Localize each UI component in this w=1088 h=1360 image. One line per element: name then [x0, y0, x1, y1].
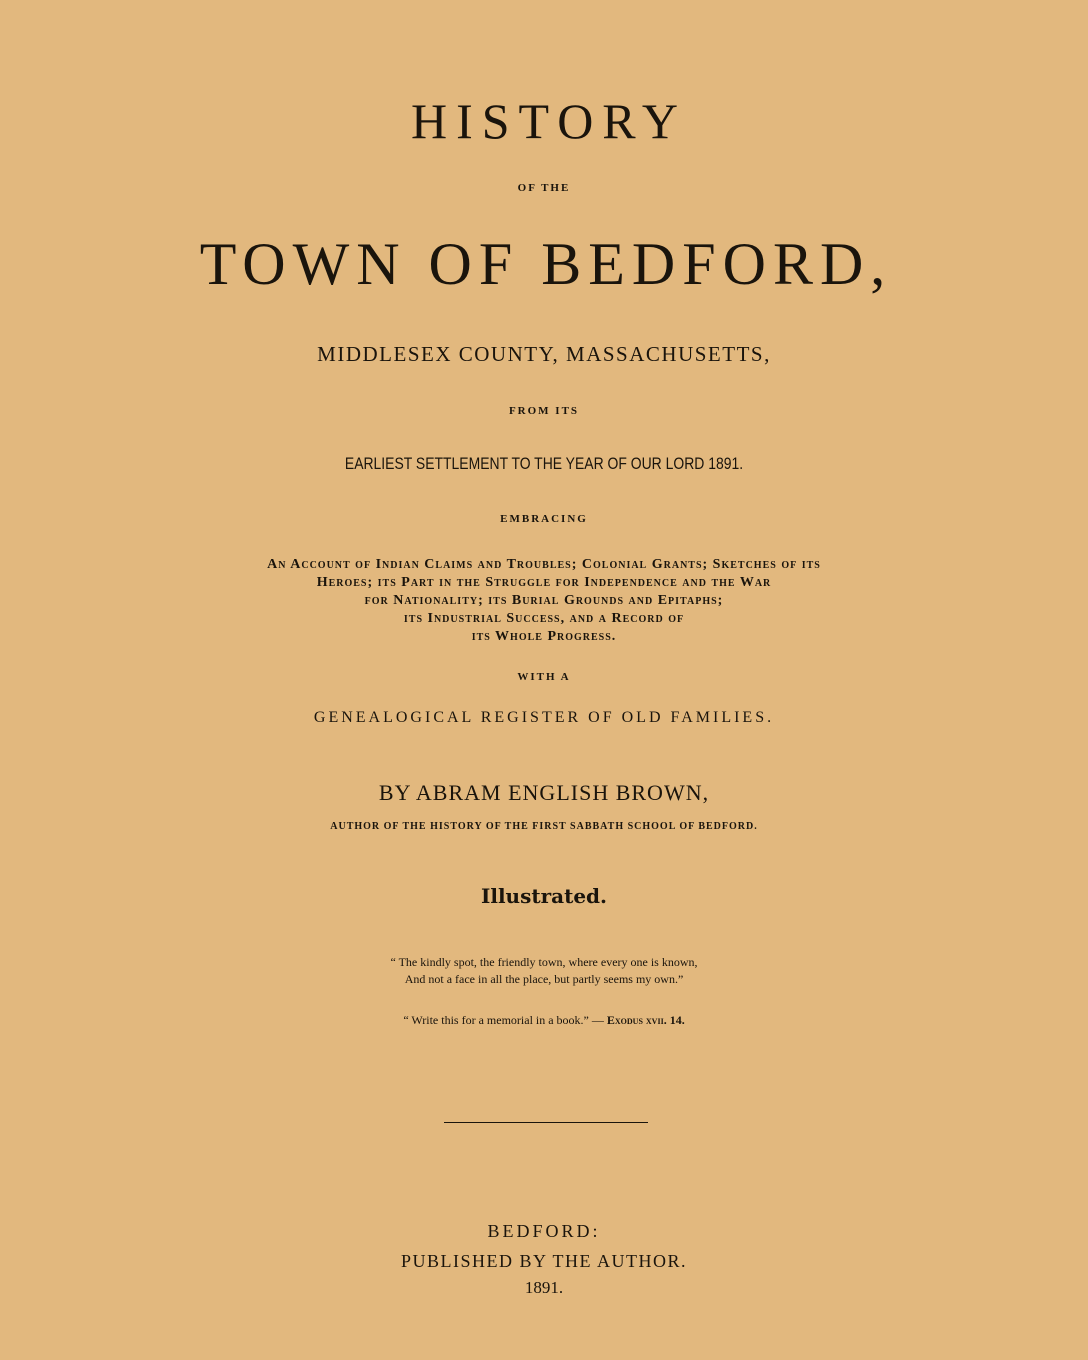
exodus-reference: Exodus — [606, 1013, 643, 1027]
imprint-year: 1891. — [524, 1278, 564, 1297]
town-title: TOWN OF BEDFORD, — [199, 231, 893, 297]
author-credentials: AUTHOR OF THE HISTORY OF THE FIRST SABBATH SCHOOL OF BEDFORD. — [330, 821, 758, 832]
epigraph-line: “ The kindly spot, the friendly town, where every one is known, — [390, 955, 698, 969]
exodus-quote-text: “ Write this for a memorial in a book.” — — [403, 1013, 604, 1027]
account-line: its Industrial Success, and a Record of — [403, 611, 685, 626]
imprint-place: BEDFORD: — [487, 1221, 601, 1241]
account-line: for Nationality; its Burial Grounds and Epitaphs; — [364, 593, 724, 608]
with-a-text: WITH A — [517, 671, 571, 683]
of-the-text: OF THE — [517, 182, 571, 194]
main-title: HISTORY — [410, 93, 687, 149]
imprint-publisher: PUBLISHED BY THE AUTHOR. — [400, 1251, 687, 1271]
exodus-verse: xvii. 14. — [645, 1013, 685, 1027]
account-line: An Account of Indian Claims and Troubles; Colonial Grants; Sketches of its — [267, 557, 821, 572]
from-its-text: FROM ITS — [508, 405, 580, 417]
divider-rule — [444, 1122, 648, 1123]
embracing-text: EMBRACING — [500, 513, 588, 525]
county-line: MIDDLESEX COUNTY, MASSACHUSETTS, — [317, 342, 771, 366]
account-paragraph — [0, 556, 1088, 646]
account-line: its Whole Progress. — [471, 629, 617, 644]
epigraph-quote — [0, 954, 1088, 988]
author-line: BY ABRAM ENGLISH BROWN, — [378, 780, 710, 805]
genealogical-register-line: GENEALOGICAL REGISTER OF OLD FAMILIES. — [313, 709, 775, 726]
earliest-settlement-line: EARLIEST SETTLEMENT TO THE YEAR OF OUR LORD 1891. — [344, 454, 744, 473]
epigraph-line: And not a face in all the place, but partly seems my own.” — [404, 972, 684, 986]
exodus-quote — [0, 1012, 1088, 1029]
illustrated-label: Illustrated. — [481, 884, 607, 908]
account-line: Heroes; its Part in the Struggle for Independence and the War — [316, 575, 772, 590]
